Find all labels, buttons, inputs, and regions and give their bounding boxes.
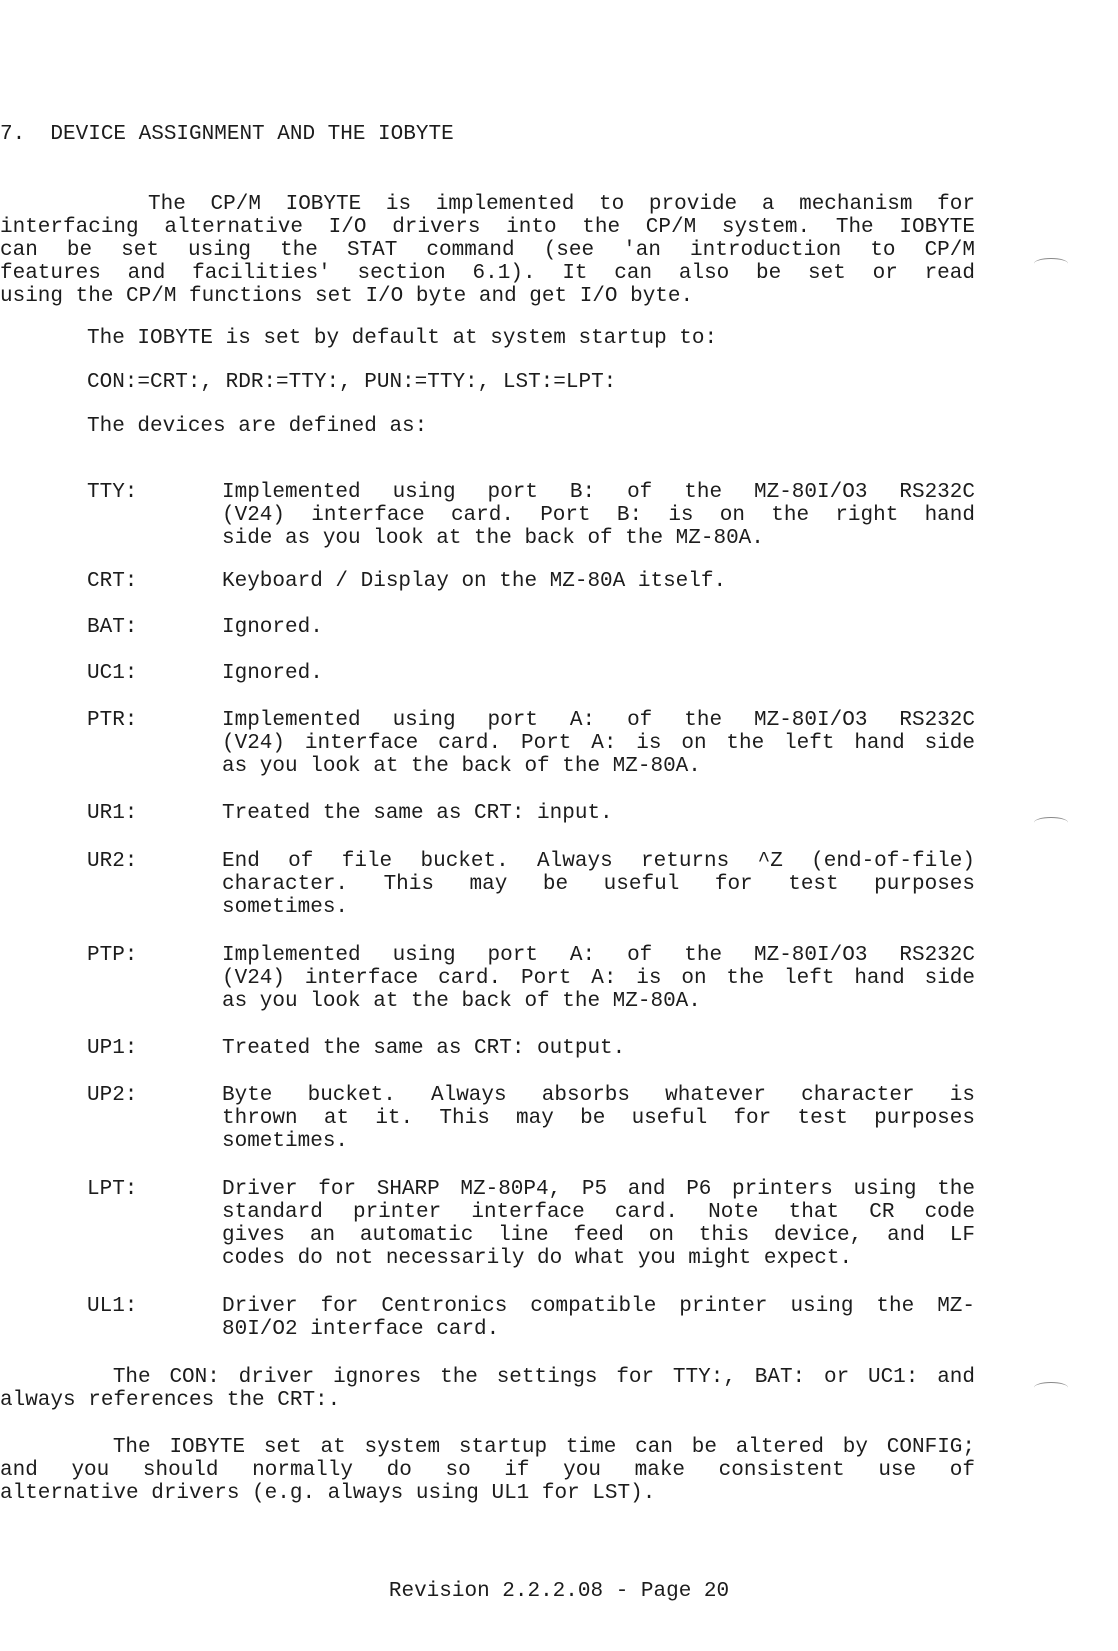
con-note-line: The CON: driver ignores the settings for TTY:, BAT: or UC1: and <box>0 1366 975 1389</box>
config-note-line: and you should normally do so if you make consistent use of <box>0 1459 975 1482</box>
intro-line: interfacing alternative I/O drivers into the CP/M system. The IOBYTE <box>0 216 975 239</box>
config-note-line: The IOBYTE set at system startup time can be altered by CONFIG; <box>0 1436 975 1459</box>
description-line: Driver for Centronics compatible printer using the MZ- <box>222 1295 975 1318</box>
description-line: gives an automatic line feed on this device, and LF <box>222 1224 975 1247</box>
device-description <box>222 662 975 685</box>
device-description <box>222 570 975 593</box>
device-label: UR2: <box>87 850 138 873</box>
description-line: character. This may be useful for test purposes <box>222 873 975 896</box>
description-line: Ignored. <box>222 662 323 685</box>
description-line: codes do not necessarily do what you might expect. <box>222 1247 853 1270</box>
intro-line: can be set using the STAT command (see 'an introduction to CP/M <box>0 239 975 262</box>
con-note-paragraph <box>0 1366 975 1412</box>
description-line: Implemented using port A: of the MZ-80I/O3 RS232C <box>222 709 975 732</box>
page-footer: Revision 2.2.2.08 - Page 20 <box>388 1580 730 1603</box>
description-line: (V24) interface card. Port A: is on the left hand side <box>222 967 975 990</box>
description-line: (V24) interface card. Port A: is on the left hand side <box>222 732 975 755</box>
device-description <box>222 944 975 1013</box>
description-line: Keyboard / Display on the MZ-80A itself. <box>222 570 727 593</box>
device-description <box>222 1295 975 1341</box>
device-label: PTR: <box>87 709 138 732</box>
intro-line: features and facilities' section 6.1). It can also be set or read <box>0 262 975 285</box>
device-label: UC1: <box>87 662 138 685</box>
device-label: UP1: <box>87 1037 138 1060</box>
device-label: UL1: <box>87 1295 138 1318</box>
device-label: BAT: <box>87 616 138 639</box>
description-line: standard printer interface card. Note that CR code <box>222 1201 975 1224</box>
device-description <box>222 1084 975 1153</box>
device-label: UR1: <box>87 802 138 825</box>
device-description <box>222 709 975 778</box>
punch-hole-mark <box>1034 817 1068 828</box>
intro-line: The CP/M IOBYTE is implemented to provide a mechanism for <box>0 193 975 216</box>
description-line: as you look at the back of the MZ-80A. <box>222 755 701 778</box>
description-line: Implemented using port B: of the MZ-80I/O3 RS232C <box>222 481 975 504</box>
device-label: UP2: <box>87 1084 138 1107</box>
description-line: End of file bucket. Always returns ^Z (end-of-file) <box>222 850 975 873</box>
description-line: Treated the same as CRT: output. <box>222 1037 626 1060</box>
default-text: The IOBYTE is set by default at system startup to: <box>87 327 718 350</box>
description-line: thrown at it. This may be useful for test purposes <box>222 1107 975 1130</box>
description-line: sometimes. <box>222 896 349 919</box>
description-line: as you look at the back of the MZ-80A. <box>222 990 701 1013</box>
description-line: Driver for SHARP MZ-80P4, P5 and P6 printers using the <box>222 1178 975 1201</box>
description-line: Byte bucket. Always absorbs whatever character is <box>222 1084 975 1107</box>
description-line: 80I/O2 interface card. <box>222 1318 500 1341</box>
section-heading: 7. DEVICE ASSIGNMENT AND THE IOBYTE <box>0 123 454 146</box>
device-label: TTY: <box>87 481 138 504</box>
device-description <box>222 1178 975 1270</box>
description-line: sometimes. <box>222 1130 349 1153</box>
device-description <box>222 616 975 639</box>
device-label: PTP: <box>87 944 138 967</box>
description-line: side as you look at the back of the MZ-80A. <box>222 527 764 550</box>
intro-paragraph <box>0 193 975 308</box>
description-line: (V24) interface card. Port B: is on the right hand <box>222 504 975 527</box>
config-note-line: alternative drivers (e.g. always using UL1 for LST). <box>0 1482 656 1505</box>
device-description <box>222 1037 975 1060</box>
device-label: CRT: <box>87 570 138 593</box>
description-line: Treated the same as CRT: input. <box>222 802 613 825</box>
punch-hole-mark <box>1034 1382 1068 1393</box>
device-description <box>222 850 975 919</box>
description-line: Implemented using port A: of the MZ-80I/O3 RS232C <box>222 944 975 967</box>
config-note-paragraph <box>0 1436 975 1505</box>
description-line: Ignored. <box>222 616 323 639</box>
default-assignment: CON:=CRT:, RDR:=TTY:, PUN:=TTY:, LST:=LPT: <box>87 371 617 394</box>
devices-intro: The devices are defined as: <box>87 415 428 438</box>
device-description <box>222 802 975 825</box>
con-note-line: always references the CRT:. <box>0 1389 341 1412</box>
device-description <box>222 481 975 550</box>
punch-hole-mark <box>1034 258 1068 269</box>
device-label: LPT: <box>87 1178 138 1201</box>
intro-line: using the CP/M functions set I/O byte and get I/O byte. <box>0 285 694 308</box>
